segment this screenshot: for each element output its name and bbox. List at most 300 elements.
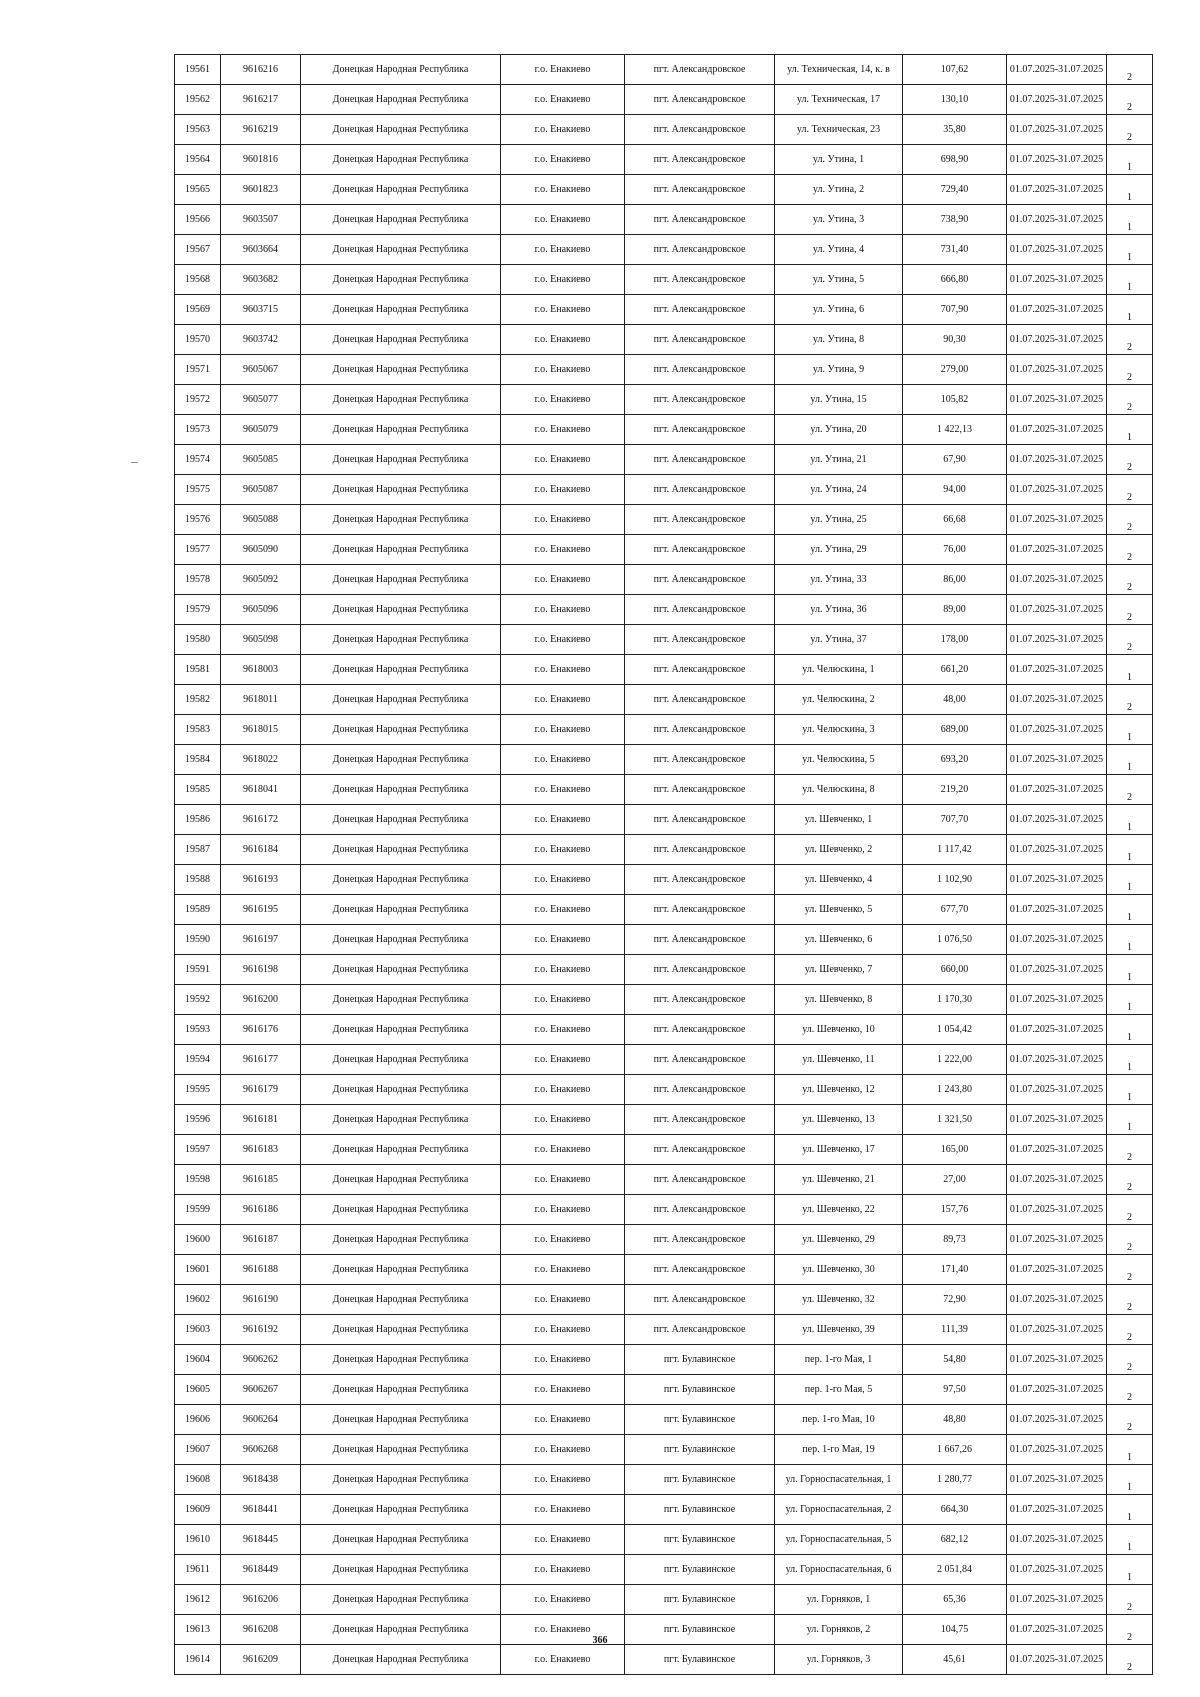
area-cell: 54,80 [903, 1345, 1007, 1375]
settlement-cell: пгт. Булавинское [625, 1615, 775, 1645]
region-cell: Донецкая Народная Республика [301, 595, 501, 625]
district-cell: г.о. Енакиево [501, 325, 625, 355]
settlement-cell: пгт. Александровское [625, 655, 775, 685]
address-cell: ул. Челюскина, 5 [775, 745, 903, 775]
address-cell: пер. 1-го Мая, 5 [775, 1375, 903, 1405]
area-cell: 165,00 [903, 1135, 1007, 1165]
settlement-cell: пгт. Александровское [625, 325, 775, 355]
district-cell: г.о. Енакиево [501, 205, 625, 235]
object-code: 9616198 [221, 955, 301, 985]
row-number: 19567 [175, 235, 221, 265]
period-cell: 01.07.2025-31.07.2025 [1007, 1435, 1107, 1465]
area-cell: 677,70 [903, 895, 1007, 925]
area-cell: 76,00 [903, 535, 1007, 565]
period-cell: 01.07.2025-31.07.2025 [1007, 895, 1107, 925]
region-cell: Донецкая Народная Республика [301, 1045, 501, 1075]
address-cell: ул. Челюскина, 8 [775, 775, 903, 805]
settlement-cell: пгт. Александровское [625, 355, 775, 385]
category-cell: 1 [1107, 655, 1153, 685]
table-row [175, 745, 1153, 775]
row-number: 19575 [175, 475, 221, 505]
category-cell: 2 [1107, 625, 1153, 655]
district-cell: г.о. Енакиево [501, 985, 625, 1015]
table-row [175, 325, 1153, 355]
row-number: 19614 [175, 1645, 221, 1675]
object-code: 9616187 [221, 1225, 301, 1255]
object-code: 9605085 [221, 445, 301, 475]
address-cell: ул. Утина, 20 [775, 415, 903, 445]
region-cell: Донецкая Народная Республика [301, 655, 501, 685]
settlement-cell: пгт. Булавинское [625, 1375, 775, 1405]
object-code: 9618438 [221, 1465, 301, 1495]
row-number: 19576 [175, 505, 221, 535]
address-cell: ул. Челюскина, 1 [775, 655, 903, 685]
settlement-cell: пгт. Александровское [625, 1315, 775, 1345]
object-code: 9603507 [221, 205, 301, 235]
object-code: 9606267 [221, 1375, 301, 1405]
table-row [175, 955, 1153, 985]
category-cell: 2 [1107, 595, 1153, 625]
category-cell: 1 [1107, 205, 1153, 235]
district-cell: г.о. Енакиево [501, 1195, 625, 1225]
object-code: 9618015 [221, 715, 301, 745]
settlement-cell: пгт. Булавинское [625, 1495, 775, 1525]
region-cell: Донецкая Народная Республика [301, 1075, 501, 1105]
table-row [175, 385, 1153, 415]
table-row [175, 655, 1153, 685]
address-cell: ул. Утина, 3 [775, 205, 903, 235]
area-cell: 104,75 [903, 1615, 1007, 1645]
table-row [175, 1195, 1153, 1225]
settlement-cell: пгт. Александровское [625, 385, 775, 415]
period-cell: 01.07.2025-31.07.2025 [1007, 475, 1107, 505]
settlement-cell: пгт. Александровское [625, 865, 775, 895]
settlement-cell: пгт. Булавинское [625, 1525, 775, 1555]
period-cell: 01.07.2025-31.07.2025 [1007, 955, 1107, 985]
period-cell: 01.07.2025-31.07.2025 [1007, 1165, 1107, 1195]
address-cell: ул. Горняков, 2 [775, 1615, 903, 1645]
period-cell: 01.07.2025-31.07.2025 [1007, 1195, 1107, 1225]
object-code: 9616192 [221, 1315, 301, 1345]
object-code: 9616176 [221, 1015, 301, 1045]
address-cell: ул. Челюскина, 3 [775, 715, 903, 745]
table-row [175, 175, 1153, 205]
district-cell: г.о. Енакиево [501, 655, 625, 685]
table-row [175, 565, 1153, 595]
region-cell: Донецкая Народная Республика [301, 385, 501, 415]
table-row [175, 625, 1153, 655]
area-cell: 171,40 [903, 1255, 1007, 1285]
period-cell: 01.07.2025-31.07.2025 [1007, 415, 1107, 445]
area-cell: 97,50 [903, 1375, 1007, 1405]
region-cell: Донецкая Народная Республика [301, 835, 501, 865]
area-cell: 66,68 [903, 505, 1007, 535]
table-row [175, 1435, 1153, 1465]
district-cell: г.о. Енакиево [501, 295, 625, 325]
period-cell: 01.07.2025-31.07.2025 [1007, 1345, 1107, 1375]
district-cell: г.о. Енакиево [501, 1525, 625, 1555]
region-cell: Донецкая Народная Республика [301, 1495, 501, 1525]
district-cell: г.о. Енакиево [501, 145, 625, 175]
area-cell: 89,73 [903, 1225, 1007, 1255]
district-cell: г.о. Енакиево [501, 565, 625, 595]
area-cell: 1 102,90 [903, 865, 1007, 895]
settlement-cell: пгт. Александровское [625, 175, 775, 205]
object-code: 9616197 [221, 925, 301, 955]
area-cell: 1 422,13 [903, 415, 1007, 445]
district-cell: г.о. Енакиево [501, 745, 625, 775]
object-code: 9605087 [221, 475, 301, 505]
row-number: 19600 [175, 1225, 221, 1255]
region-cell: Донецкая Народная Республика [301, 1645, 501, 1675]
address-cell: ул. Шевченко, 8 [775, 985, 903, 1015]
settlement-cell: пгт. Александровское [625, 1135, 775, 1165]
area-cell: 1 117,42 [903, 835, 1007, 865]
address-cell: ул. Утина, 2 [775, 175, 903, 205]
settlement-cell: пгт. Александровское [625, 235, 775, 265]
settlement-cell: пгт. Александровское [625, 895, 775, 925]
address-cell: ул. Утина, 1 [775, 145, 903, 175]
category-cell: 1 [1107, 715, 1153, 745]
region-cell: Донецкая Народная Республика [301, 955, 501, 985]
table-row [175, 865, 1153, 895]
period-cell: 01.07.2025-31.07.2025 [1007, 1405, 1107, 1435]
settlement-cell: пгт. Булавинское [625, 1465, 775, 1495]
settlement-cell: пгт. Александровское [625, 1285, 775, 1315]
object-code: 9616200 [221, 985, 301, 1015]
table-row [175, 1345, 1153, 1375]
period-cell: 01.07.2025-31.07.2025 [1007, 205, 1107, 235]
object-code: 9606264 [221, 1405, 301, 1435]
settlement-cell: пгт. Александровское [625, 1045, 775, 1075]
category-cell: 2 [1107, 115, 1153, 145]
object-code: 9616217 [221, 85, 301, 115]
address-cell: ул. Челюскина, 2 [775, 685, 903, 715]
district-cell: г.о. Енакиево [501, 1615, 625, 1645]
row-number: 19598 [175, 1165, 221, 1195]
address-cell: ул. Техническая, 14, к. в [775, 55, 903, 85]
row-number: 19579 [175, 595, 221, 625]
region-cell: Донецкая Народная Республика [301, 1525, 501, 1555]
row-number: 19585 [175, 775, 221, 805]
category-cell: 2 [1107, 1165, 1153, 1195]
period-cell: 01.07.2025-31.07.2025 [1007, 55, 1107, 85]
area-cell: 689,00 [903, 715, 1007, 745]
area-cell: 729,40 [903, 175, 1007, 205]
period-cell: 01.07.2025-31.07.2025 [1007, 865, 1107, 895]
settlement-cell: пгт. Александровское [625, 1255, 775, 1285]
row-number: 19604 [175, 1345, 221, 1375]
district-cell: г.о. Енакиево [501, 265, 625, 295]
district-cell: г.о. Енакиево [501, 595, 625, 625]
address-cell: ул. Утина, 25 [775, 505, 903, 535]
row-number: 19571 [175, 355, 221, 385]
settlement-cell: пгт. Александровское [625, 145, 775, 175]
settlement-cell: пгт. Александровское [625, 475, 775, 505]
area-cell: 35,80 [903, 115, 1007, 145]
row-number: 19608 [175, 1465, 221, 1495]
district-cell: г.о. Енакиево [501, 55, 625, 85]
region-cell: Донецкая Народная Республика [301, 1465, 501, 1495]
category-cell: 1 [1107, 235, 1153, 265]
area-cell: 693,20 [903, 745, 1007, 775]
period-cell: 01.07.2025-31.07.2025 [1007, 1105, 1107, 1135]
scan-mark [131, 462, 138, 463]
address-cell: ул. Шевченко, 11 [775, 1045, 903, 1075]
row-number: 19573 [175, 415, 221, 445]
object-code: 9616172 [221, 805, 301, 835]
district-cell: г.о. Енакиево [501, 85, 625, 115]
settlement-cell: пгт. Булавинское [625, 1645, 775, 1675]
table-row [175, 1165, 1153, 1195]
address-cell: ул. Горноспасательная, 6 [775, 1555, 903, 1585]
settlement-cell: пгт. Булавинское [625, 1585, 775, 1615]
address-cell: ул. Шевченко, 12 [775, 1075, 903, 1105]
district-cell: г.о. Енакиево [501, 835, 625, 865]
period-cell: 01.07.2025-31.07.2025 [1007, 1555, 1107, 1585]
table-row [175, 235, 1153, 265]
row-number: 19587 [175, 835, 221, 865]
object-code: 9601816 [221, 145, 301, 175]
district-cell: г.о. Енакиево [501, 715, 625, 745]
object-code: 9616179 [221, 1075, 301, 1105]
table-row [175, 715, 1153, 745]
area-cell: 1 170,30 [903, 985, 1007, 1015]
category-cell: 2 [1107, 1585, 1153, 1615]
period-cell: 01.07.2025-31.07.2025 [1007, 1045, 1107, 1075]
settlement-cell: пгт. Александровское [625, 1105, 775, 1135]
district-cell: г.о. Енакиево [501, 1045, 625, 1075]
address-cell: ул. Утина, 29 [775, 535, 903, 565]
period-cell: 01.07.2025-31.07.2025 [1007, 1255, 1107, 1285]
region-cell: Донецкая Народная Республика [301, 775, 501, 805]
category-cell: 1 [1107, 295, 1153, 325]
address-cell: пер. 1-го Мая, 10 [775, 1405, 903, 1435]
area-cell: 1 667,26 [903, 1435, 1007, 1465]
area-cell: 67,90 [903, 445, 1007, 475]
registry-table [174, 54, 1153, 1675]
object-code: 9618022 [221, 745, 301, 775]
period-cell: 01.07.2025-31.07.2025 [1007, 1315, 1107, 1345]
area-cell: 178,00 [903, 625, 1007, 655]
area-cell: 72,90 [903, 1285, 1007, 1315]
address-cell: ул. Шевченко, 7 [775, 955, 903, 985]
area-cell: 89,00 [903, 595, 1007, 625]
district-cell: г.о. Енакиево [501, 1555, 625, 1585]
settlement-cell: пгт. Александровское [625, 205, 775, 235]
period-cell: 01.07.2025-31.07.2025 [1007, 1585, 1107, 1615]
district-cell: г.о. Енакиево [501, 1255, 625, 1285]
period-cell: 01.07.2025-31.07.2025 [1007, 295, 1107, 325]
period-cell: 01.07.2025-31.07.2025 [1007, 1495, 1107, 1525]
row-number: 19562 [175, 85, 221, 115]
table-row [175, 475, 1153, 505]
address-cell: ул. Горноспасательная, 5 [775, 1525, 903, 1555]
row-number: 19599 [175, 1195, 221, 1225]
category-cell: 2 [1107, 1195, 1153, 1225]
settlement-cell: пгт. Александровское [625, 85, 775, 115]
area-cell: 698,90 [903, 145, 1007, 175]
address-cell: ул. Утина, 33 [775, 565, 903, 595]
category-cell: 1 [1107, 1495, 1153, 1525]
category-cell: 1 [1107, 1525, 1153, 1555]
category-cell: 1 [1107, 175, 1153, 205]
category-cell: 2 [1107, 1285, 1153, 1315]
area-cell: 707,90 [903, 295, 1007, 325]
object-code: 9606268 [221, 1435, 301, 1465]
settlement-cell: пгт. Александровское [625, 715, 775, 745]
settlement-cell: пгт. Александровское [625, 625, 775, 655]
category-cell: 1 [1107, 265, 1153, 295]
address-cell: ул. Техническая, 23 [775, 115, 903, 145]
address-cell: ул. Шевченко, 4 [775, 865, 903, 895]
row-number: 19561 [175, 55, 221, 85]
area-cell: 105,82 [903, 385, 1007, 415]
region-cell: Донецкая Народная Республика [301, 1585, 501, 1615]
table-row [175, 1585, 1153, 1615]
category-cell: 2 [1107, 1615, 1153, 1645]
category-cell: 1 [1107, 1555, 1153, 1585]
district-cell: г.о. Енакиево [501, 235, 625, 265]
row-number: 19589 [175, 895, 221, 925]
area-cell: 1 321,50 [903, 1105, 1007, 1135]
period-cell: 01.07.2025-31.07.2025 [1007, 145, 1107, 175]
area-cell: 90,30 [903, 325, 1007, 355]
region-cell: Донецкая Народная Республика [301, 1285, 501, 1315]
table-row [175, 685, 1153, 715]
address-cell: ул. Шевченко, 22 [775, 1195, 903, 1225]
area-cell: 45,61 [903, 1645, 1007, 1675]
settlement-cell: пгт. Александровское [625, 295, 775, 325]
table-row [175, 1255, 1153, 1285]
address-cell: ул. Утина, 6 [775, 295, 903, 325]
period-cell: 01.07.2025-31.07.2025 [1007, 265, 1107, 295]
address-cell: ул. Утина, 24 [775, 475, 903, 505]
area-cell: 682,12 [903, 1525, 1007, 1555]
table-row [175, 595, 1153, 625]
region-cell: Донецкая Народная Республика [301, 865, 501, 895]
category-cell: 2 [1107, 325, 1153, 355]
category-cell: 2 [1107, 355, 1153, 385]
district-cell: г.о. Енакиево [501, 1465, 625, 1495]
object-code: 9616195 [221, 895, 301, 925]
object-code: 9616209 [221, 1645, 301, 1675]
settlement-cell: пгт. Александровское [625, 535, 775, 565]
period-cell: 01.07.2025-31.07.2025 [1007, 175, 1107, 205]
category-cell: 2 [1107, 505, 1153, 535]
category-cell: 1 [1107, 1015, 1153, 1045]
period-cell: 01.07.2025-31.07.2025 [1007, 925, 1107, 955]
object-code: 9618003 [221, 655, 301, 685]
settlement-cell: пгт. Александровское [625, 985, 775, 1015]
settlement-cell: пгт. Александровское [625, 505, 775, 535]
object-code: 9616219 [221, 115, 301, 145]
region-cell: Донецкая Народная Республика [301, 415, 501, 445]
period-cell: 01.07.2025-31.07.2025 [1007, 505, 1107, 535]
district-cell: г.о. Енакиево [501, 1285, 625, 1315]
table-row [175, 1075, 1153, 1105]
district-cell: г.о. Енакиево [501, 1585, 625, 1615]
object-code: 9601823 [221, 175, 301, 205]
period-cell: 01.07.2025-31.07.2025 [1007, 1135, 1107, 1165]
category-cell: 2 [1107, 385, 1153, 415]
table-row [175, 145, 1153, 175]
table-row [175, 535, 1153, 565]
row-number: 19609 [175, 1495, 221, 1525]
address-cell: ул. Шевченко, 39 [775, 1315, 903, 1345]
row-number: 19578 [175, 565, 221, 595]
category-cell: 2 [1107, 775, 1153, 805]
district-cell: г.о. Енакиево [501, 475, 625, 505]
table-row [175, 85, 1153, 115]
period-cell: 01.07.2025-31.07.2025 [1007, 355, 1107, 385]
region-cell: Донецкая Народная Республика [301, 565, 501, 595]
area-cell: 48,00 [903, 685, 1007, 715]
address-cell: ул. Шевченко, 32 [775, 1285, 903, 1315]
table-row [175, 265, 1153, 295]
object-code: 9618011 [221, 685, 301, 715]
district-cell: г.о. Енакиево [501, 1075, 625, 1105]
region-cell: Донецкая Народная Республика [301, 505, 501, 535]
settlement-cell: пгт. Александровское [625, 685, 775, 715]
category-cell: 1 [1107, 985, 1153, 1015]
page-number: 366 [592, 1635, 608, 1646]
object-code: 9605090 [221, 535, 301, 565]
period-cell: 01.07.2025-31.07.2025 [1007, 1375, 1107, 1405]
category-cell: 1 [1107, 1105, 1153, 1135]
area-cell: 86,00 [903, 565, 1007, 595]
address-cell: пер. 1-го Мая, 1 [775, 1345, 903, 1375]
row-number: 19566 [175, 205, 221, 235]
settlement-cell: пгт. Александровское [625, 1015, 775, 1045]
address-cell: ул. Горняков, 1 [775, 1585, 903, 1615]
row-number: 19613 [175, 1615, 221, 1645]
row-number: 19591 [175, 955, 221, 985]
district-cell: г.о. Енакиево [501, 445, 625, 475]
object-code: 9616183 [221, 1135, 301, 1165]
table-row [175, 835, 1153, 865]
region-cell: Донецкая Народная Республика [301, 145, 501, 175]
region-cell: Донецкая Народная Республика [301, 1255, 501, 1285]
address-cell: ул. Утина, 21 [775, 445, 903, 475]
category-cell: 1 [1107, 1435, 1153, 1465]
table-row [175, 1525, 1153, 1555]
region-cell: Донецкая Народная Республика [301, 535, 501, 565]
region-cell: Донецкая Народная Республика [301, 1375, 501, 1405]
region-cell: Донецкая Народная Республика [301, 55, 501, 85]
category-cell: 2 [1107, 445, 1153, 475]
period-cell: 01.07.2025-31.07.2025 [1007, 565, 1107, 595]
category-cell: 1 [1107, 925, 1153, 955]
period-cell: 01.07.2025-31.07.2025 [1007, 985, 1107, 1015]
category-cell: 2 [1107, 85, 1153, 115]
table-row [175, 505, 1153, 535]
region-cell: Донецкая Народная Республика [301, 175, 501, 205]
period-cell: 01.07.2025-31.07.2025 [1007, 535, 1107, 565]
region-cell: Донецкая Народная Республика [301, 1555, 501, 1585]
area-cell: 65,36 [903, 1585, 1007, 1615]
table-row [175, 295, 1153, 325]
region-cell: Донецкая Народная Республика [301, 625, 501, 655]
address-cell: ул. Утина, 8 [775, 325, 903, 355]
region-cell: Донецкая Народная Республика [301, 745, 501, 775]
area-cell: 660,00 [903, 955, 1007, 985]
row-number: 19580 [175, 625, 221, 655]
table-row [175, 895, 1153, 925]
address-cell: ул. Шевченко, 2 [775, 835, 903, 865]
table-row [175, 1105, 1153, 1135]
region-cell: Донецкая Народная Республика [301, 1165, 501, 1195]
